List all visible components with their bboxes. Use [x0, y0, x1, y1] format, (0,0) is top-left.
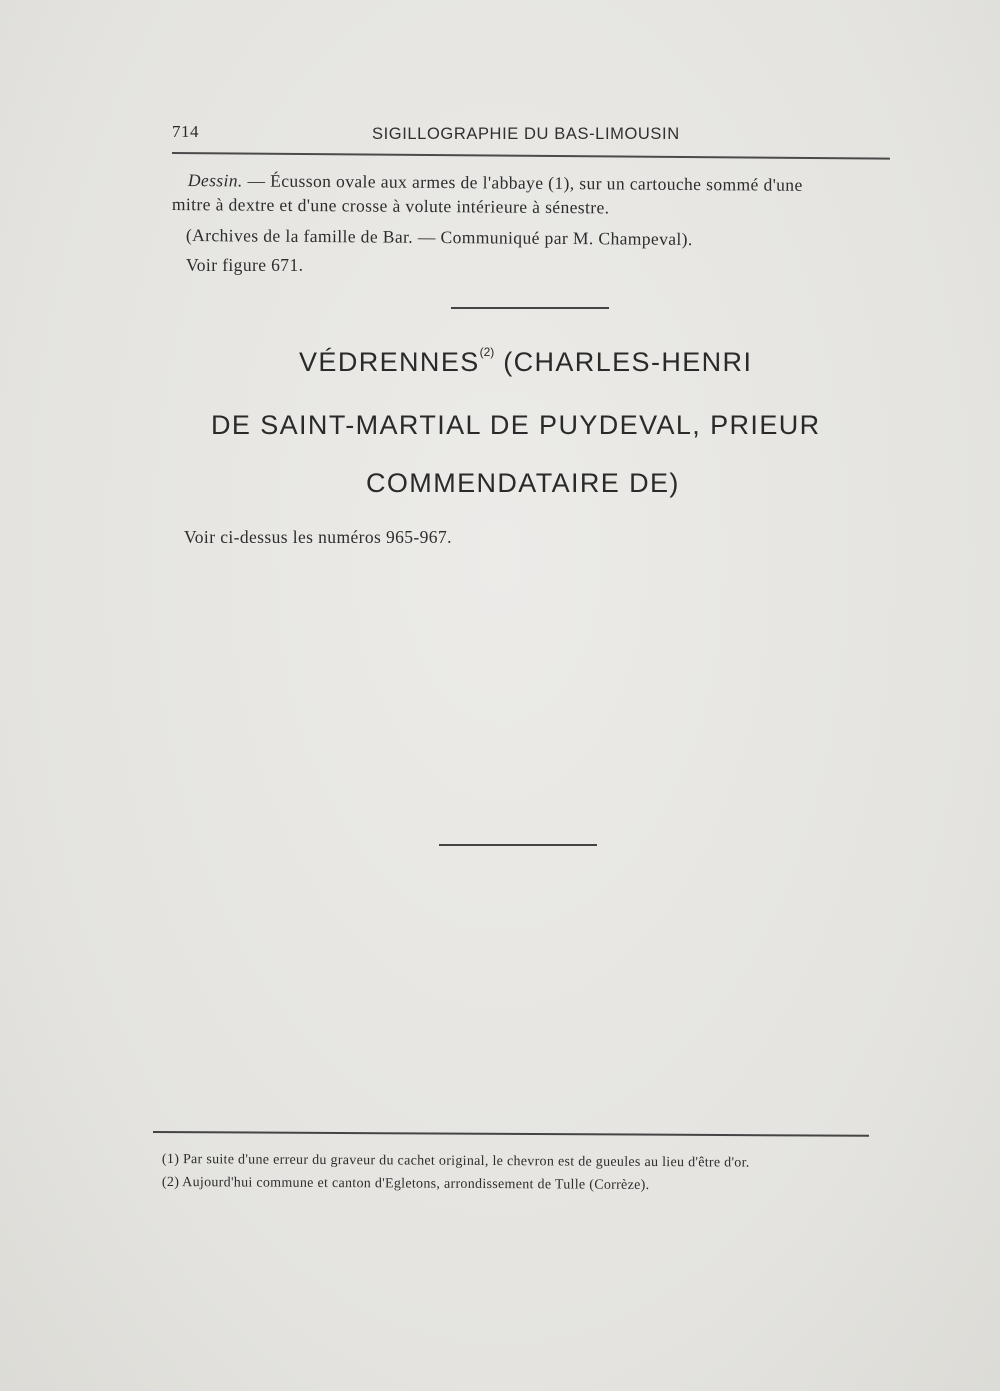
figure-reference: Voir figure 671.: [186, 255, 304, 275]
drawing-description: [188, 170, 803, 196]
entry-title-line-3: COMMENDATAIRE DE): [366, 468, 680, 498]
footnote-1: (1) Par suite d'une erreur du graveur du cachet original, le chevron est de gueules au lieu d'être d'or.: [161, 1152, 750, 1171]
page-number: 714: [172, 122, 199, 141]
entry-title-line-1: [299, 347, 752, 378]
drawing-text-continued: mitre à dextre et d'une crosse à volute intérieure à sénestre.: [171, 194, 610, 218]
header-rule: [172, 152, 890, 160]
entry-title-name: VÉDRENNES: [299, 347, 480, 377]
footnote-2: (2) Aujourd'hui commune et canton d'Egletons, arrondissement de Tulle (Corrèze).: [161, 1175, 650, 1193]
footnote-marker: (2): [479, 345, 495, 359]
entry-title-line-2: DE SAINT-MARTIAL DE PUYDEVAL, PRIEUR: [211, 410, 821, 440]
drawing-label: Dessin.: [187, 170, 243, 191]
section-divider-top: [451, 307, 609, 309]
entry-title-given-names: (CHARLES-HENRI: [494, 347, 753, 377]
footnote-rule: [153, 1131, 869, 1136]
cross-reference: Voir ci-dessus les numéros 965-967.: [184, 527, 452, 547]
section-divider-bottom: [439, 844, 597, 846]
source-note: (Archives de la famille de Bar. — Communiqué par M. Champeval).: [185, 225, 693, 249]
drawing-text: — Écusson ovale aux armes de l'abbaye (1), sur un cartouche sommé d'une: [242, 170, 803, 195]
running-title: SIGILLOGRAPHIE DU BAS-LIMOUSIN: [372, 125, 680, 143]
